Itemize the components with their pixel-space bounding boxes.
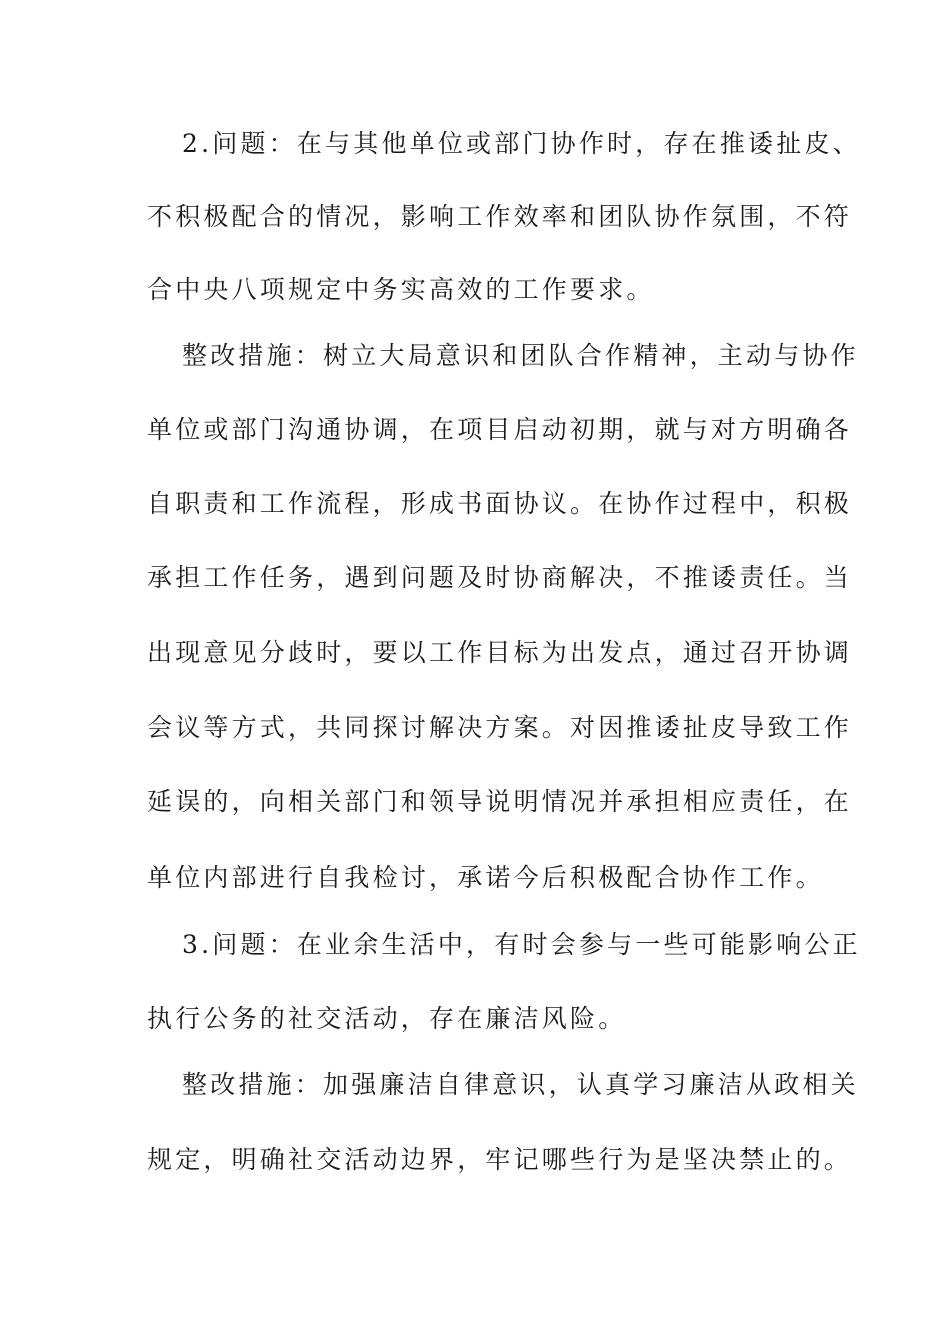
- paragraph-line: 出现意见分歧时，要以工作目标为出发点，通过召开协调: [147, 638, 853, 667]
- paragraph-line: 承担工作任务，遇到问题及时协商解决，不推诿责任。当: [147, 563, 853, 592]
- paragraph-line: 2.问题：在与其他单位或部门协作时，存在推诿扯皮、: [182, 129, 861, 158]
- paragraph-line: 不积极配合的情况，影响工作效率和团队协作氛围，不符: [147, 202, 853, 231]
- paragraph-line: 单位或部门沟通协调，在项目启动初期，就与对方明确各: [147, 415, 853, 444]
- paragraph-line: 3.问题：在业余生活中，有时会参与一些可能影响公正: [182, 930, 861, 959]
- paragraph-line: 延误的，向相关部门和领导说明情况并承担相应责任，在: [147, 787, 853, 816]
- paragraph-line: 规定，明确社交活动边界，牢记哪些行为是坚决禁止的。: [147, 1145, 853, 1174]
- paragraph-line: 会议等方式，共同探讨解决方案。对因推诿扯皮导致工作: [147, 713, 853, 742]
- paragraph-line: 合中央八项规定中务实高效的工作要求。: [147, 275, 655, 304]
- paragraph-line: 执行公务的社交活动，存在廉洁风险。: [147, 1004, 627, 1033]
- paragraph-line: 单位内部进行自我检讨，承诺今后积极配合协作工作。: [147, 863, 824, 892]
- paragraph-line: 整改措施：加强廉洁自律意识，认真学习廉洁从政相关: [182, 1070, 859, 1099]
- paragraph-line: 自职责和工作流程，形成书面协议。在协作过程中，积极: [147, 489, 853, 518]
- paragraph-line: 整改措施：树立大局意识和团队合作精神，主动与协作: [182, 341, 859, 370]
